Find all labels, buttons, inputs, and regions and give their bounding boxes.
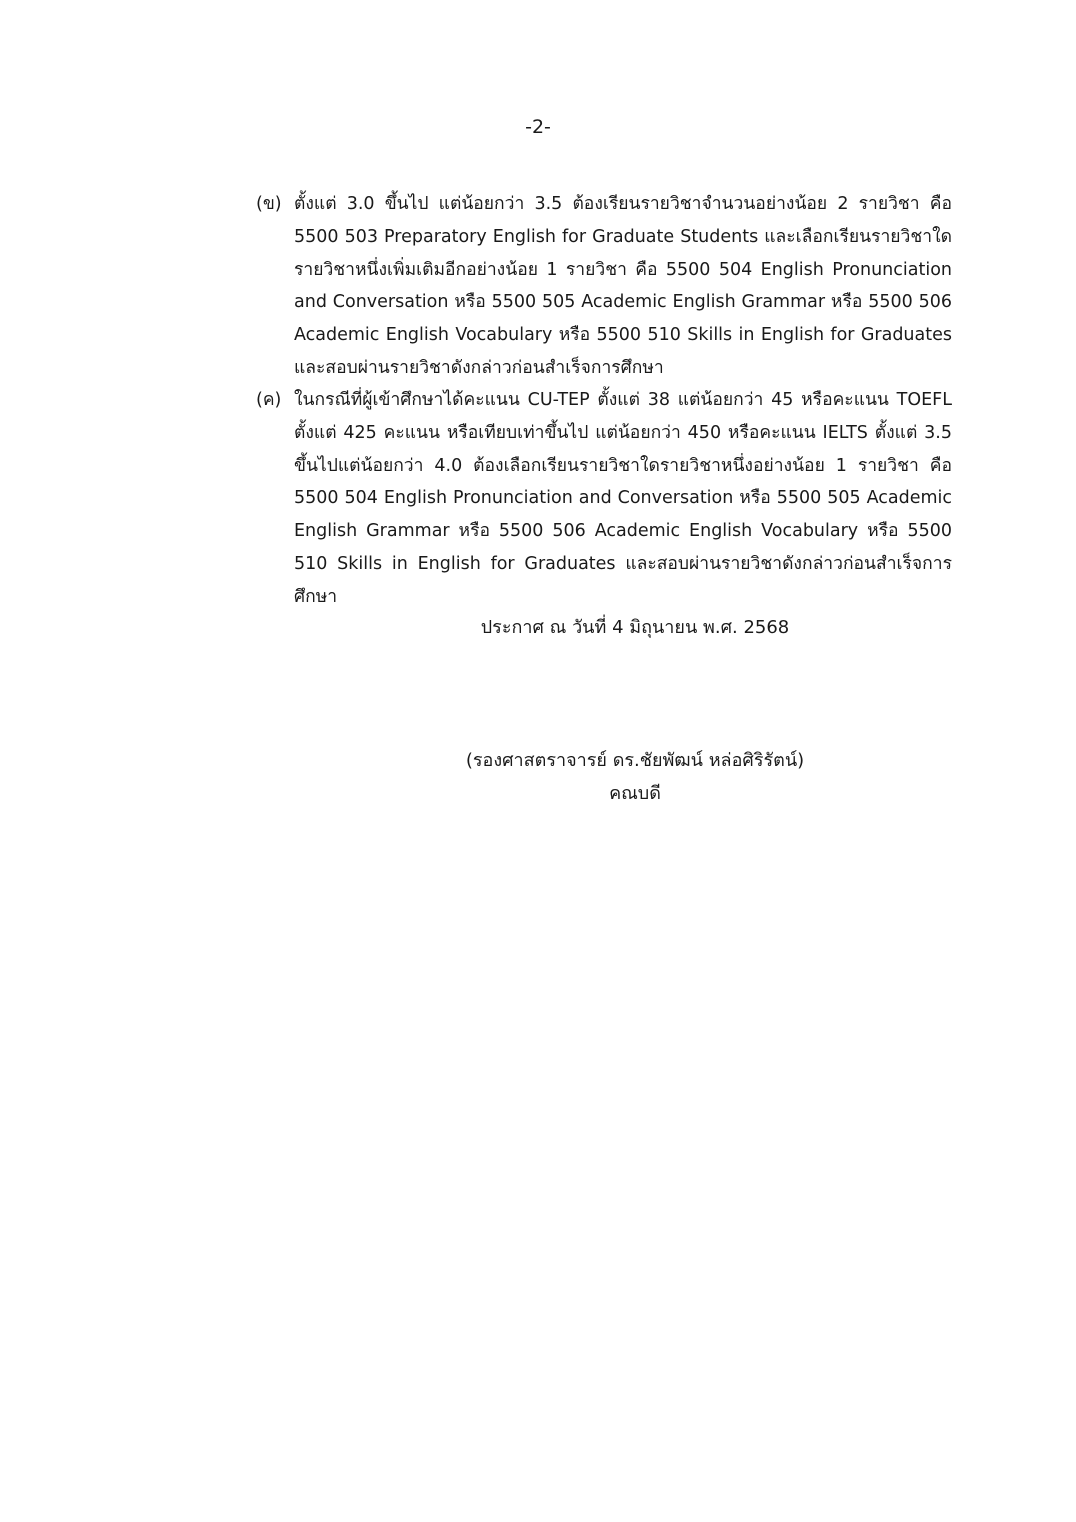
clause-text: ตั้งแต่ 3.0 ขึ้นไป แต่น้อยกว่า 3.5 ต้องเรียนรายวิชาจำนวนอย่างน้อย 2 รายวิชา คือ 5500 503 Preparatory English for Graduate Students และเลือกเรียนรายวิชาใดรายวิชาหนึ่งเพิ่มเติมอีกอย่างน้อย 1 รายวิชา คือ 5500 504 English Pronunciation and Conversation หรือ 5500 505 Academic English Grammar หรือ 5500 506 Academic English Vocabulary หรือ 5500 510 Skills in English for Graduates และสอบผ่านรายวิชาดังกล่าวก่อนสำเร็จการศึกษา — [294, 194, 952, 378]
signatory-name: (รองศาสตราจารย์ ดร.ชัยพัฒน์ หล่อศิริรัตน์) — [465, 750, 805, 771]
clause-c — [256, 384, 952, 614]
signature-block — [0, 744, 1076, 810]
clause-text: ในกรณีที่ผู้เข้าศึกษาได้คะแนน CU-TEP ตั้งแต่ 38 แต่น้อยกว่า 45 หรือคะแนน TOEFL ตั้งแต่ 425 คะแนน หรือเทียบเท่าขึ้นไป แต่น้อยกว่า 450 หรือคะแนน IELTS ตั้งแต่ 3.5 ขึ้นไปแต่น้อยกว่า 4.0 ต้องเลือกเรียนรายวิชาใดรายวิชาหนึ่งอย่างน้อย 1 รายวิชา คือ 5500 504 English Pronunciation and Conversation หรือ 5500 505 Academic English Grammar หรือ 5500 506 Academic English Vocabulary หรือ 5500 510 Skills in English for Graduates และสอบผ่านรายวิชาดังกล่าวก่อนสำเร็จการศึกษา — [294, 390, 952, 607]
signatory-position: คณบดี — [609, 783, 661, 804]
clause-marker: (ค) — [256, 390, 282, 410]
page-number: -2- — [525, 116, 551, 138]
clause-marker: (ข) — [256, 194, 282, 214]
clause-b — [256, 188, 952, 385]
announcement-date: ประกาศ ณ วันที่ 4 มิถุนายน พ.ศ. 2568 — [480, 617, 790, 638]
